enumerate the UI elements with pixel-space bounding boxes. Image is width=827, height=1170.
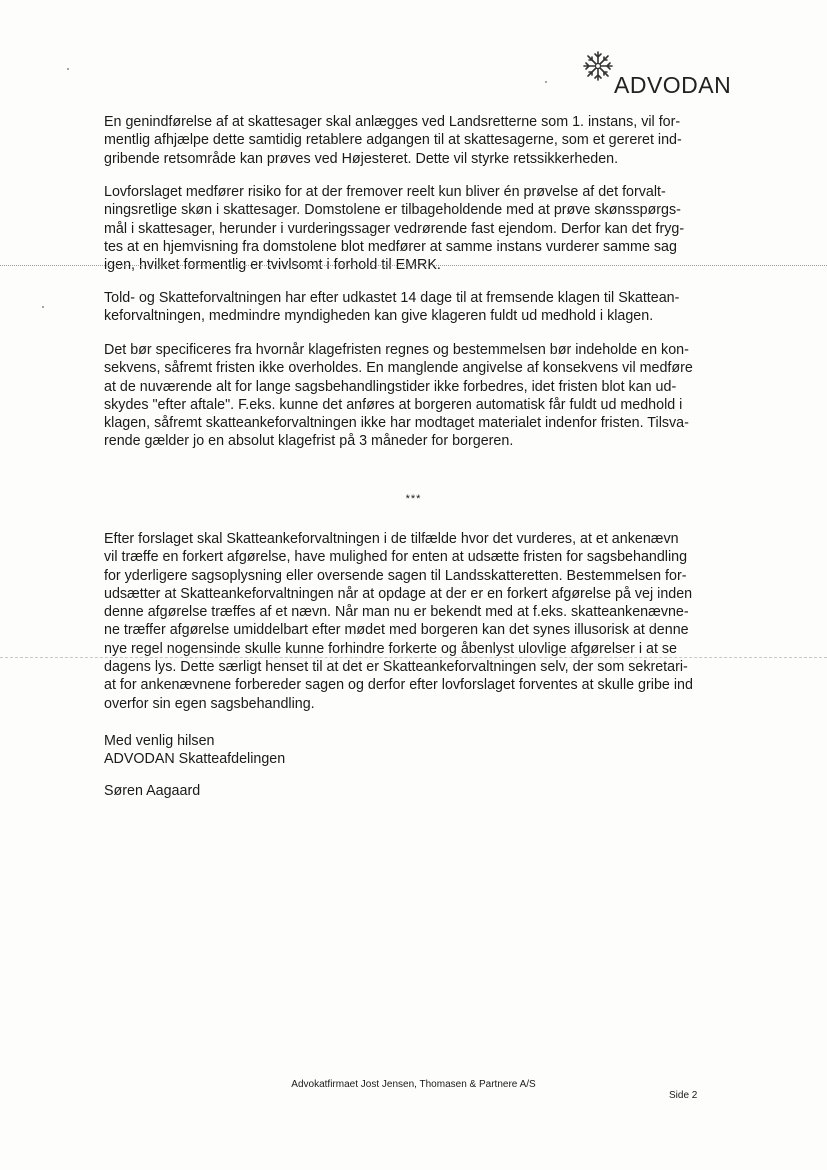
paragraph-text: Efter forslaget skal Skatteankeforvaltningen i de tilfælde hvor det vurderes, at et ankenævn vil træffe en forkert afgørelse, have mulighed for enten at udsætte fristen for sagsbehandling for yderligere sagsoplysning eller oversende sagen til Landsskatteretten. Bestemmelsen for- udsætter at Skatteankeforvaltningen når at opdage at der er en forkert afgørelse på vej inden denne afgørelse træffes af et nævn. Når man nu er bekendt med at f.eks. skatteankenævne- ne træffer afgørelse umiddelbart efter mødet med borgeren kan det synes illusorisk at denne nye regel nogensinde skulle kunne forhindre forkerte og åbenlyst ulovlige afgørelser i at se dagens lys. Dette særligt henset til at det er Skatteankeforvaltningen selv, der som sekretari- at for ankenævnene forbereder sagen og derfor efter lovforslaget forventes at skulle gribe ind overfor sin egen sagsbehandling.	[104, 531, 693, 712]
snowflake-star-icon	[582, 50, 614, 82]
scan-speck	[42, 306, 44, 308]
paragraph	[104, 289, 704, 326]
scan-artifact-line	[0, 265, 827, 266]
scan-speck	[545, 81, 547, 83]
closing-block	[104, 732, 704, 769]
logo-wordmark: ADVODAN	[614, 72, 732, 98]
scan-artifact-line	[0, 657, 827, 658]
closing-organization: ADVODAN Skatteafdelingen	[104, 751, 286, 768]
page-number: Side 2	[669, 1090, 698, 1101]
paragraph-text: Det bør specificeres fra hvornår klagefristen regnes og bestemmelsen bør indeholde en kon- sekvens, såfremt fristen ikke overholdes. En manglende angivelse af konsekvens vil medføre at de nuværende alt for lange sagsbehandlingstider ikke forbedres, idet fristen blot kan ud- skydes "efter aftale". F.eks. kunne det anføres at borgeren automatisk får fuldt ud medhold i klagen, såfremt skatteankeforvaltningen ikke har modtaget materialet indenfor fristen. Tilsva- rende gælder jo en absolut klagefrist på 3 måneder for borgeren.	[104, 342, 693, 450]
section-separator: ***	[405, 493, 422, 505]
signatory-name: Søren Aagaard	[104, 783, 201, 799]
advodan-logo	[582, 50, 747, 96]
closing-greeting: Med venlig hilsen	[104, 733, 215, 749]
paragraph	[104, 530, 704, 713]
paragraph-text: En genindførelse af at skattesager skal anlægges ved Landsretterne som 1. instans, vil for- mentlig afhjælpe dette samtidig retablere adgangen til at skattesagerne, som et gereret ind- gribende retsområde kan prøves ved Højesteret. Dette vil styrke retssikkerheden.	[104, 114, 682, 167]
paragraph	[104, 113, 704, 168]
paragraph-text: Told- og Skatteforvaltningen har efter udkastet 14 dage til at fremsende klagen til Skattean- keforvaltningen, medmindre myndigheden kan give klageren fuldt ud medhold i klagen.	[104, 290, 680, 325]
paragraph	[104, 183, 704, 274]
paragraph	[104, 341, 704, 451]
paragraph-text: Lovforslaget medfører risiko for at der fremover reelt kun bliver én prøvelse af det forvalt- ningsretlige skøn i skattesager. Domstolene er tilbageholdende med at prøve skønsspørgs- mål i skattesager, herunder i vurderingssager vedrørende fast ejendom. Derfor kan det fryg- tes at en hjemvisning fra domstolene blot medfører at samme instans vurderer samme sag igen, hvilket formentlig er tvivlsomt i forhold til EMRK.	[104, 184, 685, 274]
scan-speck	[67, 68, 69, 70]
footer-company: Advokatfirmaet Jost Jensen, Thomasen & Partnere A/S	[291, 1079, 536, 1090]
